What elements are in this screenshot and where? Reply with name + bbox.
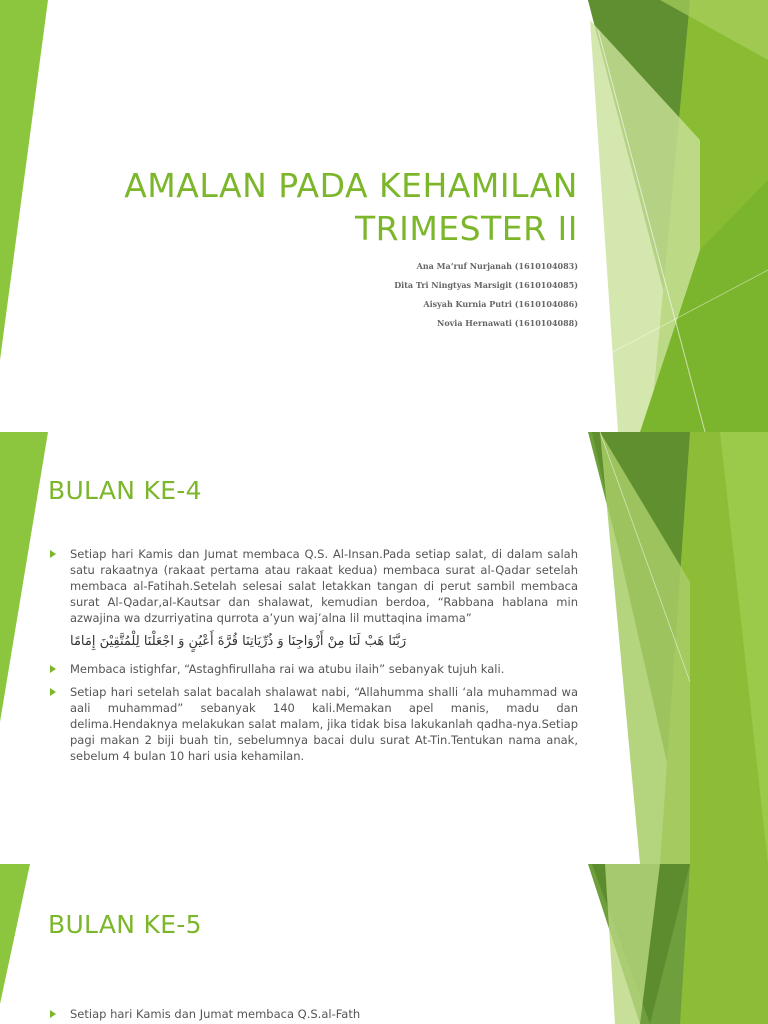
green-facet-decoration [0, 864, 768, 1024]
section-title: BULAN KE-4 [48, 476, 202, 505]
left-green-sliver [0, 432, 48, 722]
author-list [394, 257, 578, 333]
presentation-title [124, 164, 578, 250]
content-slide-month-4 [0, 432, 768, 864]
bullet-text: Setiap hari Kamis dan Jumat membaca Q.S.al-Fath [70, 1007, 361, 1021]
bullet-list [48, 546, 578, 771]
bullet-text: Membaca istighfar, “Astaghfirullaha rai wa atubu ilaih” sebanyak tujuh kali. [70, 662, 505, 676]
section-title: BULAN KE-5 [48, 910, 202, 939]
title-slide [0, 0, 768, 432]
bullet-text: Setiap hari Kamis dan Jumat membaca Q.S. Al-Insan.Pada setiap salat, di dalam salah satu rakaatnya (rakaat pertama atau rakaat kedua) membaca surat al-Qadar setelah membaca al-Fatihah.Setelah selesai salat letakkan tangan di perut sambil membaca surat Al-Qadar,al-Kautsar dan shalawat, kemudian berdoa, “Rabbana hablana min azwajina wa dzurriyatina qurrota a’yun waj’alna lil muttaqina imama” [70, 547, 578, 625]
author-name: Dita Tri Ningtyas Marsigit (1610104085) [394, 280, 578, 290]
list-item [48, 546, 578, 654]
author-name: Ana Ma’ruf Nurjanah (1610104083) [416, 261, 578, 271]
triangle-bullet-icon [50, 1010, 56, 1018]
left-green-sliver [0, 0, 48, 360]
triangle-bullet-icon [50, 688, 56, 696]
title-line-2: TRIMESTER II [355, 209, 578, 248]
triangle-bullet-icon [50, 665, 56, 673]
list-item [48, 684, 578, 764]
arabic-prayer-text: رَبَّنَا هَبْ لَنَا مِنْ أَزْوَاجِنَا وَ ذُرِّيَاتِنَا قُرَّةَ أَعْيُنٍ وَ اجْعَلْنَا لِلْمُتَّقِيْنَ إِمَامًا [70, 634, 407, 649]
triangle-bullet-icon [50, 550, 56, 558]
right-mid-facet [680, 864, 768, 1024]
title-line-1: AMALAN PADA KEHAMILAN [124, 166, 578, 205]
author-name: Aisyah Kurnia Putri (1610104086) [423, 299, 578, 309]
bullet-list [48, 1006, 578, 1024]
content-slide-month-5 [0, 864, 768, 1024]
author-name: Novia Hernawati (1610104088) [437, 318, 578, 328]
left-green-sliver [0, 864, 30, 1004]
list-item [48, 661, 578, 677]
list-item [48, 1006, 578, 1022]
bullet-text: Setiap hari setelah salat bacalah shalawat nabi, “Allahumma shalli ‘ala muhammad wa aali muhammad” sebanyak 140 kali.Memakan apel manis, madu dan delima.Hendaknya melakukan salat malam, jika tidak bisa lakukanlah qadha-nya.Setiap pagi makan 2 biji buah tin, sebelumnya bacai dulu surat At-Tin.Tentukan nama anak, sebelum 4 bulan 10 hari usia kehamilan. [70, 685, 578, 763]
